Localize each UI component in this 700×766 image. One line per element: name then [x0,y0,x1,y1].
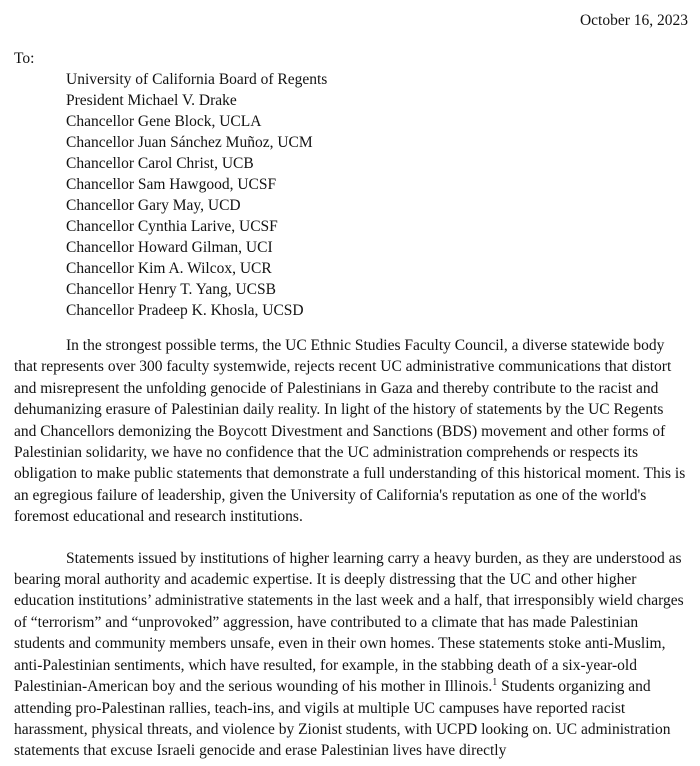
recipient-line: Chancellor Kim A. Wilcox, UCR [66,260,272,277]
footnote-reference: 1 [492,676,498,688]
recipient-line: Chancellor Carol Christ, UCB [66,155,254,172]
recipient-line: Chancellor Howard Gilman, UCI [66,239,273,256]
recipient-line: Chancellor Sam Hawgood, UCSF [66,176,277,193]
recipient-line: Chancellor Juan Sánchez Muñoz, UCM [66,134,313,151]
recipient-list [14,69,688,321]
recipient-line: Chancellor Henry T. Yang, UCSB [66,281,276,298]
recipient-line: University of California Board of Regents [66,71,328,88]
paragraph-1: In the strongest possible terms, the UC Ethnic Studies Faculty Council, a diverse statewide body that represents over 300 faculty systemwide, rejects recent UC administrative communications that distort and misrepresent the unfolding genocide of Palestinians in Gaza and thereby contribute to the racist and dehumanizing erasure of Palestinian daily reality. In light of the history of statements by the UC Regents and Chancellors demonizing the Boycott Divestment and Sanctions (BDS) movement and other forms of Palestinian solidarity, we have no confidence that the UC administration comprehends or respects its obligation to make public statements that demonstrate a full understanding of this historical moment. This is an egregious failure of leadership, given the University of California's reputation as one of the world's foremost educational and research institutions. [14,337,686,526]
recipient-line: Chancellor Gene Block, UCLA [66,113,262,130]
recipient-line: Chancellor Gary May, UCD [66,197,241,214]
salutation: To: [14,50,35,67]
paragraph-2-text-after-footnote: Students organizing and attending pro-Palestinan rallies, teach-ins, and vigils at multiple UC campuses have reported racist harassment, physical threats, and violence by Zionist students, with UCPD looking on. UC administration statements that excuse Israeli genocide and erase Palestinian lives have directly [14,678,671,760]
paragraph-2 [14,548,688,762]
recipient-line: President Michael V. Drake [66,92,237,109]
recipient-line: Chancellor Pradeep K. Khosla, UCSD [66,302,304,319]
recipient-line: Chancellor Cynthia Larive, UCSF [66,218,278,235]
letter-date: October 16, 2023 [579,12,688,29]
paragraph-2-text-before-footnote: Statements issued by institutions of higher learning carry a heavy burden, as they are understood as bearing moral authority and academic expertise. It is deeply distressing that the UC and other higher education institutions’ administrative statements in the last week and a half, that irresponsibly wield charges of “terrorism” and “unprovoked” aggression, have contributed to a climate that has made Palestinian students and community members unsafe, even in their own homes. These statements stoke anti-Muslim, anti-Palestinian sentiments, which have resulted, for example, in the stabbing death of a six-year-old Palestinian-American boy and the serious wounding of his mother in Illinois. [14,549,684,696]
